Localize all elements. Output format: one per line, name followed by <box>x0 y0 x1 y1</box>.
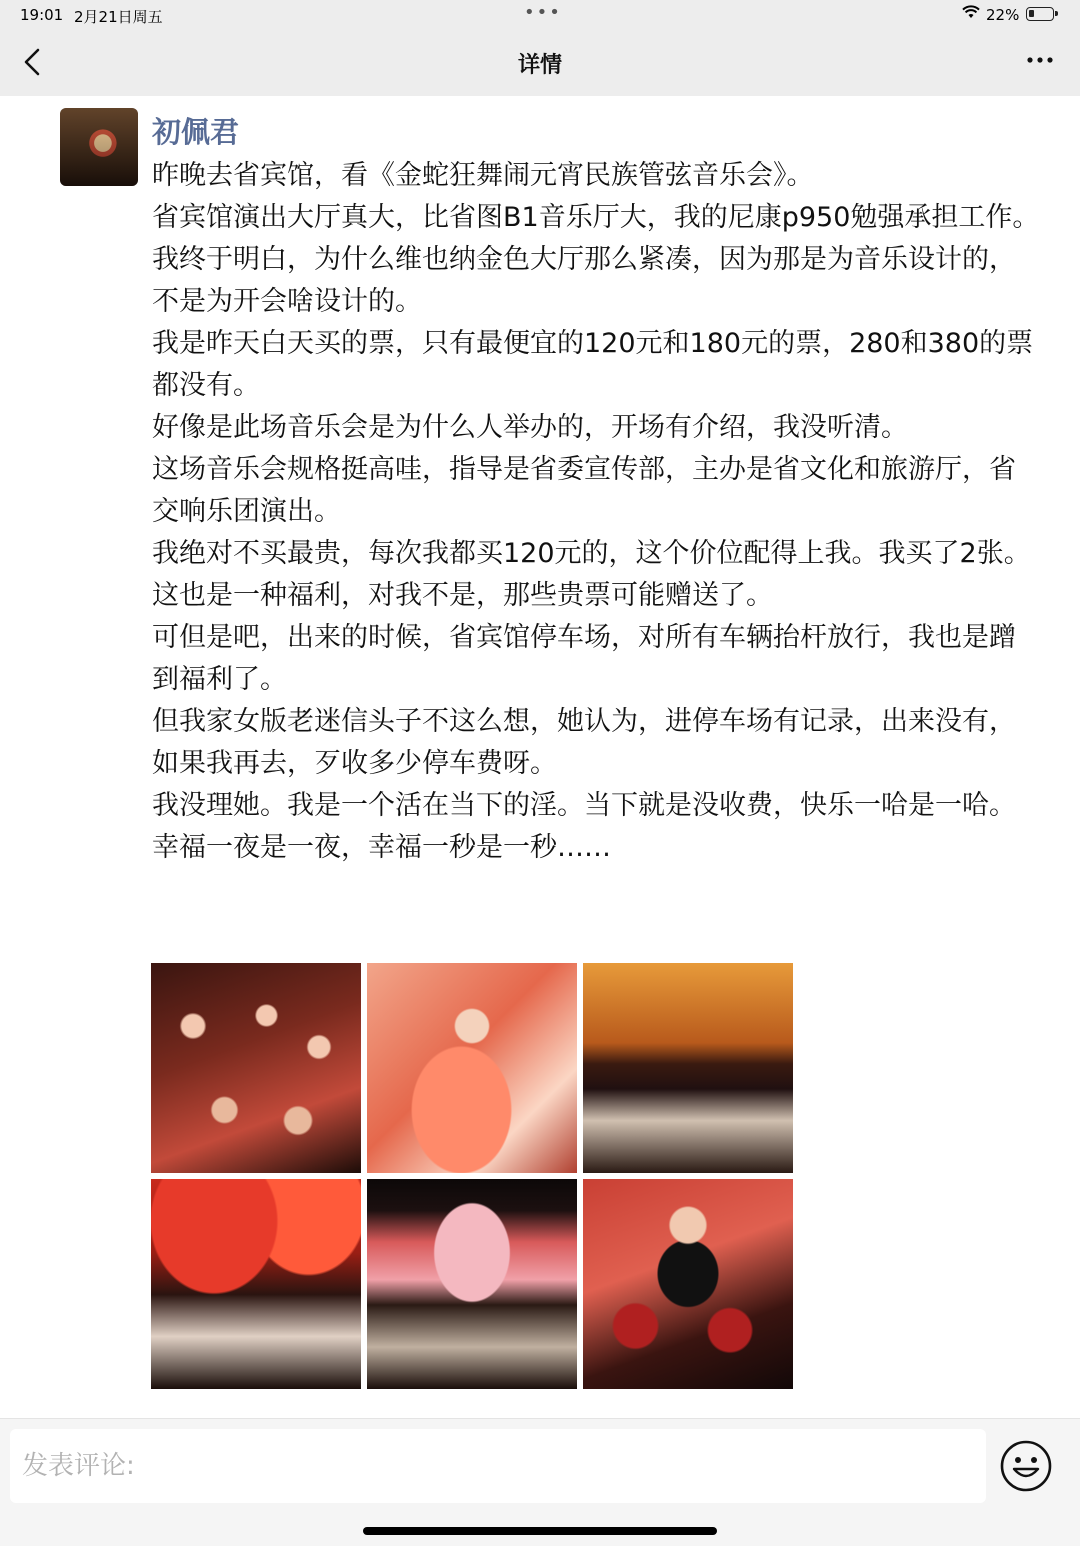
battery-fill <box>1029 10 1034 17</box>
photo-thumbnail-2[interactable] <box>367 963 577 1173</box>
top-bar <box>0 0 1080 96</box>
battery-icon <box>1026 7 1054 21</box>
comment-input[interactable] <box>10 1429 986 1503</box>
author-name[interactable]: 初佩君 <box>152 115 240 149</box>
post-line: 我是昨天白天买的票，只有最便宜的120元和180元的票，280和380的票都没有。 <box>152 328 1034 401</box>
post-line: 我没理她。我是一个活在当下的淫。当下就是没收费，快乐一哈是一哈。幸福一夜是一夜，幸福一秒是一秒…… <box>152 790 1016 863</box>
post-line: 这也是一种福利，对我不是，那些贵票可能赠送了。 <box>152 580 773 611</box>
photo-grid <box>151 963 796 1387</box>
post-content <box>152 155 1042 869</box>
emoji-smile-icon[interactable] <box>999 1439 1053 1493</box>
battery-tip <box>1055 11 1058 16</box>
nav-bar <box>0 30 1080 96</box>
home-indicator[interactable] <box>363 1527 717 1535</box>
photo-thumbnail-5[interactable] <box>367 1179 577 1389</box>
post-line: 但我家女版老迷信头子不这么想，她认为，进停车场有记录，出来没有，如果我再去，歹收多少停车费呀。 <box>152 706 1016 779</box>
wifi-icon <box>962 5 980 23</box>
post-line: 我终于明白，为什么维也纳金色大厅那么紧凑，因为那是为音乐设计的，不是为开会啥设计的。 <box>152 244 1016 317</box>
status-bar <box>0 0 1080 30</box>
author-avatar[interactable] <box>60 108 138 186</box>
photo-thumbnail-3[interactable] <box>583 963 793 1173</box>
post-line: 昨晚去省宾馆，看《金蛇狂舞闹元宵民族管弦音乐会》。 <box>152 160 814 191</box>
post-line: 可但是吧，出来的时候，省宾馆停车场，对所有车辆抬杆放行，我也是蹭到福利了。 <box>152 622 1016 695</box>
status-time: 19:01 <box>20 6 64 24</box>
status-date: 2月21日周五 <box>74 8 163 26</box>
photo-thumbnail-4[interactable] <box>151 1179 361 1389</box>
post-line: 我绝对不买最贵，每次我都买120元的，这个价位配得上我。我买了2张。 <box>152 538 1031 569</box>
page-title: 详情 <box>517 53 562 78</box>
post-line: 省宾馆演出大厅真大，比省图B1音乐厅大，我的尼康p950勉强承担工作。 <box>152 202 1040 233</box>
battery-percent: 22% <box>986 6 1020 24</box>
more-dots-icon[interactable] <box>1020 40 1060 80</box>
multitask-dots-icon[interactable]: ••• <box>524 2 562 23</box>
photo-thumbnail-6[interactable] <box>583 1179 793 1389</box>
post-line: 这场音乐会规格挺高哇，指导是省委宣传部，主办是省文化和旅游厅，省交响乐团演出。 <box>152 454 1016 527</box>
photo-thumbnail-1[interactable] <box>151 963 361 1173</box>
post-line: 好像是此场音乐会是为什么人举办的，开场有介绍，我没听清。 <box>152 412 908 443</box>
